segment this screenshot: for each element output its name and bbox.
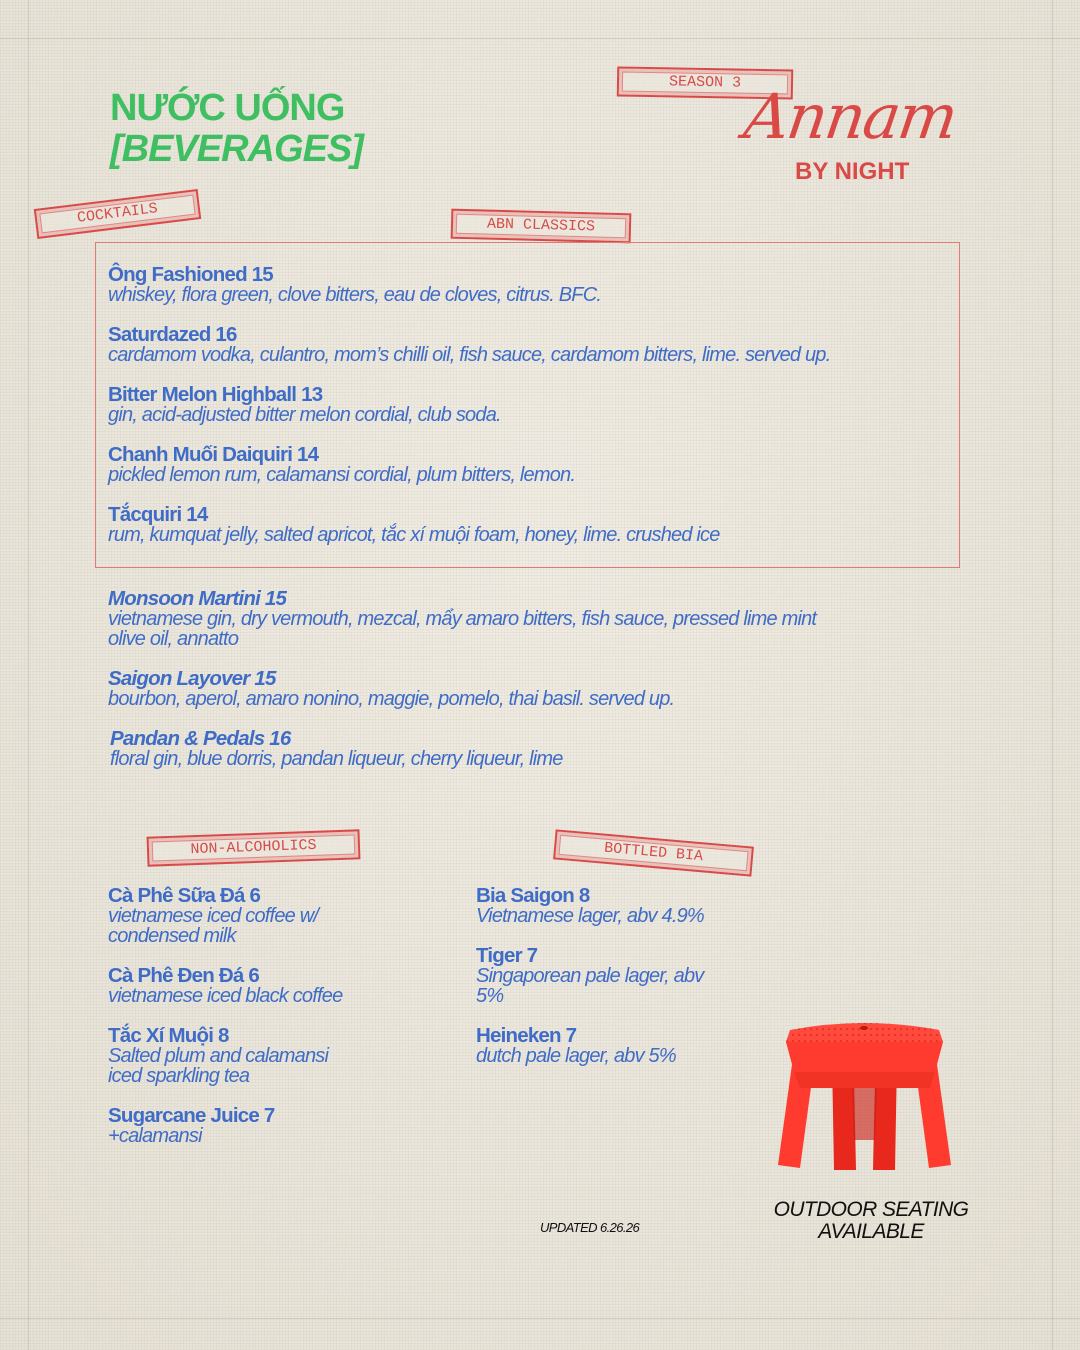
red-plastic-stool-icon [772, 1020, 957, 1180]
item-description-cont: iced sparkling tea [108, 1065, 250, 1087]
non-alcoholics-stamp: NON-ALCOHOLICS [147, 829, 361, 866]
item-description: whiskey, flora green, clove bitters, eau de cloves, citrus. BFC. [108, 284, 602, 306]
item-name: Saigon Layover 15 [108, 667, 276, 690]
item-description-cont: condensed milk [108, 925, 236, 947]
menu-item [110, 728, 563, 769]
outdoor-seating-note [766, 1199, 976, 1243]
item-name: Ông Fashioned 15 [108, 263, 273, 286]
item-description: vietnamese iced black coffee [108, 985, 343, 1007]
item-description: rum, kumquat jelly, salted apricot, tắc xí muội foam, honey, lime. crushed ice [108, 524, 720, 546]
fabric-edge-left [28, 0, 29, 1350]
menu-item [476, 945, 703, 1006]
item-description: Singaporean pale lager, abv [476, 965, 704, 987]
updated-date: UPDATED 6.26.26 [540, 1220, 640, 1235]
item-description: floral gin, blue dorris, pandan liqueur, cherry liqueur, lime [110, 748, 563, 770]
item-name: Saturdazed 16 [108, 323, 237, 346]
item-description: cardamom vodka, culantro, mom’s chilli oil, fish sauce, cardamom bitters, lime. served up. [108, 344, 831, 366]
fabric-edge-top [0, 38, 1080, 39]
menu-item [476, 885, 704, 926]
item-description: gin, acid-adjusted bitter melon cordial, club soda. [108, 404, 501, 426]
fabric-edge-bottom [0, 1318, 1080, 1319]
cocktails-stamp: COCKTAILS [34, 189, 201, 239]
item-description: dutch pale lager, abv 5% [476, 1045, 676, 1067]
season-stamp: SEASON 3 [617, 66, 793, 99]
menu-item [108, 1025, 328, 1086]
item-name: Sugarcane Juice 7 [108, 1104, 275, 1127]
item-name: Cà Phê Sữa Đá 6 [108, 884, 261, 907]
item-name: Bia Saigon 8 [476, 884, 590, 907]
item-name: Bitter Melon Highball 13 [108, 383, 323, 406]
logo-tagline: BY NIGHT [795, 158, 910, 185]
item-name: Monsoon Martini 15 [108, 587, 287, 610]
item-name: Tắcquiri 14 [108, 503, 208, 526]
outdoor-line-1: OUTDOOR SEATING [773, 1198, 969, 1221]
item-description-cont: 5% [476, 985, 504, 1007]
menu-item [108, 384, 501, 425]
item-name: Heineken 7 [476, 1024, 577, 1047]
menu-item [108, 504, 720, 545]
menu-item [108, 324, 830, 365]
item-description: +calamansi [108, 1125, 202, 1147]
item-description: vietnamese iced coffee w/ [108, 905, 319, 927]
menu-item [108, 444, 575, 485]
item-description: Vietnamese lager, abv 4.9% [476, 905, 704, 927]
abn-classics-stamp: ABN CLASSICS [451, 209, 632, 244]
menu-item [108, 588, 816, 649]
bottled-bia-stamp: BOTTLED BIA [553, 829, 754, 876]
menu-item [108, 885, 318, 946]
title-vietnamese: NƯỚC UỐNG [110, 87, 345, 129]
menu-item [108, 668, 674, 709]
fabric-edge-right [1052, 0, 1053, 1350]
item-description: bourbon, aperol, amaro nonino, maggie, pomelo, thai basil. served up. [108, 688, 675, 710]
item-name: Pandan & Pedals 16 [110, 727, 291, 750]
page-title [110, 88, 363, 170]
item-name: Tắc Xí Muội 8 [108, 1024, 229, 1047]
item-description-cont: olive oil, annatto [108, 628, 239, 650]
annam-logo [739, 80, 975, 190]
menu-item [108, 264, 601, 305]
item-description: Salted plum and calamansi [108, 1045, 329, 1067]
item-description: vietnamese gin, dry vermouth, mezcal, mẩy amaro bitters, fish sauce, pressed lime mint [108, 608, 817, 630]
logo-script: Annam [739, 80, 961, 153]
menu-item [476, 1025, 676, 1066]
menu-item [108, 965, 342, 1006]
item-name: Cà Phê Đen Đá 6 [108, 964, 259, 987]
item-description: pickled lemon rum, calamansi cordial, plum bitters, lemon. [108, 464, 576, 486]
item-name: Chanh Muối Daiquiri 14 [108, 443, 319, 466]
menu-item [108, 1105, 274, 1146]
outdoor-line-2: AVAILABLE [818, 1220, 924, 1243]
item-name: Tiger 7 [476, 944, 538, 967]
title-english: [BEVERAGES] [110, 128, 363, 170]
